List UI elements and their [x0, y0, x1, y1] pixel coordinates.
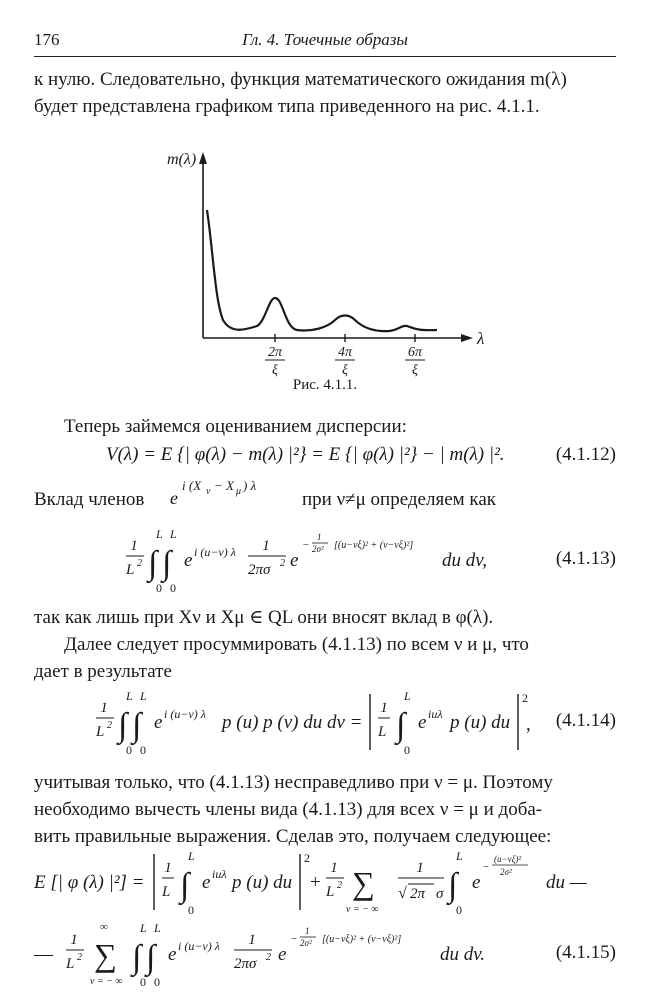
- svg-text:1: 1: [380, 700, 388, 716]
- paragraph-4: [34, 604, 616, 685]
- svg-text:∑: ∑: [94, 937, 117, 973]
- text-fragment: при ν≠μ определяем как: [302, 489, 497, 510]
- paragraph-2: [34, 413, 616, 440]
- svg-text:1: 1: [330, 860, 338, 876]
- text-line: будет представлена графиком типа приведенного на рис. 4.1.1.: [34, 96, 540, 117]
- figure-plot: [165, 140, 505, 380]
- svg-text:2σ²: 2σ²: [500, 867, 512, 877]
- svg-text:∫: ∫: [118, 707, 128, 744]
- text-line: так как лишь при Xν и Xμ ∈ QL они вносят вклад в φ(λ).: [34, 607, 494, 628]
- text-line: необходимо вычесть члены вида (4.1.13) для всех ν = μ и доба-: [34, 799, 543, 820]
- svg-text:1: 1: [100, 700, 108, 716]
- svg-text:2: 2: [266, 952, 271, 963]
- y-axis-label: m(λ): [167, 151, 197, 168]
- svg-text:L: L: [404, 689, 411, 703]
- equation-number: (4.1.14): [555, 710, 616, 731]
- svg-text:L: L: [154, 921, 161, 935]
- svg-text:2π: 2π: [410, 886, 426, 902]
- svg-text:0: 0: [140, 743, 146, 757]
- svg-text:σ: σ: [436, 886, 444, 902]
- svg-text:p (u) du: p (u) du: [450, 712, 511, 733]
- svg-text:−: −: [482, 861, 490, 873]
- equation-body: V(λ) = E {| φ(λ) − m(λ) |²} = E {| φ(λ) |²} − | m(λ) |².: [106, 444, 505, 465]
- svg-text:∫: ∫: [132, 707, 142, 744]
- tick-label-denominator: ξ: [342, 363, 348, 378]
- svg-text:1: 1: [305, 926, 310, 936]
- svg-text:1: 1: [248, 932, 256, 948]
- svg-text:du dv,: du dv,: [442, 550, 488, 571]
- svg-text:L: L: [96, 724, 105, 740]
- tick-label-numerator: 6π: [407, 345, 423, 360]
- svg-text:e: e: [472, 872, 481, 893]
- page-header: [34, 30, 616, 54]
- x-axis-arrow: [461, 334, 473, 342]
- svg-text:0: 0: [170, 581, 176, 595]
- equation-4-1-13: [34, 526, 616, 596]
- svg-text:,: ,: [526, 714, 531, 735]
- text-line: вить правильные выражения. Сделав это, получаем следующее:: [34, 826, 552, 847]
- tick-label-denominator: ξ: [412, 363, 418, 378]
- equation-number: (4.1.15): [555, 942, 616, 963]
- svg-text:1: 1: [130, 538, 138, 554]
- svg-text:i (X: i (X: [182, 478, 202, 493]
- svg-text:du dv.: du dv.: [440, 944, 486, 965]
- paragraph-3: [34, 478, 616, 516]
- inline-exponential: [166, 472, 266, 512]
- svg-text:2: 2: [337, 880, 342, 891]
- equation-body: [34, 526, 504, 596]
- svg-text:μ: μ: [236, 486, 242, 497]
- text-line: Далее следует просуммировать (4.1.13) по всем ν и μ, что: [64, 634, 529, 655]
- svg-text:E [| φ (λ) |²] =: E [| φ (λ) |²] =: [34, 872, 145, 893]
- svg-text:0: 0: [140, 975, 146, 989]
- svg-text:∫: ∫: [396, 707, 406, 744]
- text-line: дает в результате: [34, 661, 172, 682]
- svg-text:[(u−νξ)² + (v−νξ)²]: [(u−νξ)² + (v−νξ)²]: [322, 934, 402, 945]
- figure-4-1-1: [165, 140, 505, 400]
- svg-text:L: L: [140, 689, 147, 703]
- equation-body: [34, 688, 554, 758]
- svg-text:) λ: ) λ: [243, 478, 257, 493]
- svg-text:e: e: [290, 550, 299, 571]
- page-number: 176: [34, 30, 60, 49]
- text-line: учитывая только, что (4.1.13) несправедливо при ν = μ. Поэтому: [34, 772, 553, 793]
- svg-text:1: 1: [416, 860, 424, 876]
- text-line: Теперь займемся оцениванием дисперсии:: [64, 416, 407, 437]
- svg-text:e: e: [184, 550, 193, 571]
- svg-text:0: 0: [126, 743, 132, 757]
- svg-text:e: e: [170, 488, 178, 508]
- svg-text:du —: du —: [546, 872, 587, 893]
- svg-text:1: 1: [317, 532, 322, 542]
- header-rule: [34, 56, 616, 57]
- svg-text:1: 1: [164, 860, 172, 876]
- svg-text:i (u−v) λ: i (u−v) λ: [178, 939, 220, 953]
- svg-text:e: e: [168, 944, 177, 965]
- svg-text:L: L: [170, 527, 177, 541]
- svg-text:2: 2: [280, 558, 285, 569]
- svg-text:L: L: [66, 956, 75, 972]
- svg-text:iuλ: iuλ: [428, 707, 443, 721]
- svg-text:i (u−v) λ: i (u−v) λ: [194, 545, 236, 559]
- svg-text:2σ²: 2σ²: [300, 938, 312, 948]
- svg-text:∫: ∫: [148, 545, 158, 582]
- text-fragment: Вклад членов: [34, 489, 145, 510]
- tick-label-denominator: ξ: [272, 363, 278, 378]
- svg-text:−: −: [290, 933, 298, 945]
- svg-text:—: —: [34, 944, 53, 965]
- svg-text:0: 0: [188, 903, 194, 917]
- tick-label-numerator: 4π: [337, 345, 353, 360]
- svg-text:ν = − ∞: ν = − ∞: [346, 904, 379, 915]
- x-axis-label: λ: [477, 329, 485, 348]
- svg-text:− X: − X: [214, 478, 234, 493]
- svg-text:i (u−v) λ: i (u−v) λ: [164, 707, 206, 721]
- svg-text:L: L: [126, 689, 133, 703]
- svg-text:∑: ∑: [352, 865, 375, 901]
- figure-caption: Рис. 4.1.1.: [292, 377, 358, 393]
- svg-text:∫: ∫: [132, 939, 142, 976]
- svg-text:0: 0: [156, 581, 162, 595]
- svg-text:2: 2: [522, 691, 528, 705]
- svg-text:2: 2: [107, 720, 112, 731]
- svg-text:L: L: [326, 884, 335, 900]
- svg-text:ν = − ∞: ν = − ∞: [90, 976, 123, 987]
- svg-text:0: 0: [154, 975, 160, 989]
- svg-text:+: +: [310, 872, 321, 893]
- svg-text:0: 0: [456, 903, 462, 917]
- svg-text:e: e: [202, 872, 211, 893]
- svg-text:2πσ: 2πσ: [248, 562, 271, 578]
- svg-text:p (u) du: p (u) du: [232, 872, 293, 893]
- svg-text:∞: ∞: [100, 921, 108, 933]
- svg-text:1: 1: [262, 538, 270, 554]
- svg-text:iuλ: iuλ: [212, 867, 227, 881]
- svg-text:L: L: [156, 527, 163, 541]
- tick-label-numerator: 2π: [267, 345, 283, 360]
- equation-number: (4.1.13): [555, 548, 616, 569]
- svg-text:e: e: [154, 712, 163, 733]
- svg-text:2: 2: [137, 558, 142, 569]
- equation-4-1-12: [34, 442, 616, 482]
- svg-text:∫: ∫: [146, 939, 156, 976]
- svg-text:0: 0: [404, 743, 410, 757]
- svg-text:L: L: [140, 921, 147, 935]
- running-title: Гл. 4. Точечные образы: [242, 30, 408, 49]
- svg-text:2: 2: [304, 851, 310, 865]
- svg-text:L: L: [162, 884, 171, 900]
- svg-text:∫: ∫: [162, 545, 172, 582]
- svg-text:2σ²: 2σ²: [312, 544, 324, 554]
- svg-text:∫: ∫: [180, 867, 190, 904]
- svg-text:L: L: [456, 849, 463, 863]
- svg-text:(u−νξ)²: (u−νξ)²: [494, 854, 522, 864]
- svg-text:L: L: [188, 849, 195, 863]
- svg-text:ν: ν: [206, 486, 211, 497]
- svg-text:[(u−νξ)² + (v−νξ)²]: [(u−νξ)² + (v−νξ)²]: [334, 540, 414, 551]
- text-line: к нулю. Следовательно, функция математического ожидания m(λ): [34, 69, 567, 90]
- svg-text:L: L: [378, 724, 387, 740]
- y-axis-arrow: [199, 152, 207, 164]
- svg-text:L: L: [126, 562, 135, 578]
- svg-text:−: −: [302, 539, 310, 551]
- equation-body: [34, 848, 616, 988]
- equation-number: (4.1.12): [555, 444, 616, 465]
- equation-4-1-14: [34, 688, 616, 758]
- equation-4-1-15: [34, 848, 616, 988]
- svg-text:√: √: [398, 885, 407, 902]
- mean-curve: [207, 210, 437, 331]
- svg-text:2πσ: 2πσ: [234, 956, 257, 972]
- svg-text:1: 1: [70, 932, 78, 948]
- paragraph-5: [34, 769, 616, 850]
- svg-text:2: 2: [77, 952, 82, 963]
- svg-text:e: e: [278, 944, 287, 965]
- paragraph-1: [34, 66, 616, 120]
- svg-text:∫: ∫: [448, 867, 458, 904]
- svg-text:p (u) p (v) du dv =: p (u) p (v) du dv =: [222, 712, 363, 733]
- svg-text:e: e: [418, 712, 427, 733]
